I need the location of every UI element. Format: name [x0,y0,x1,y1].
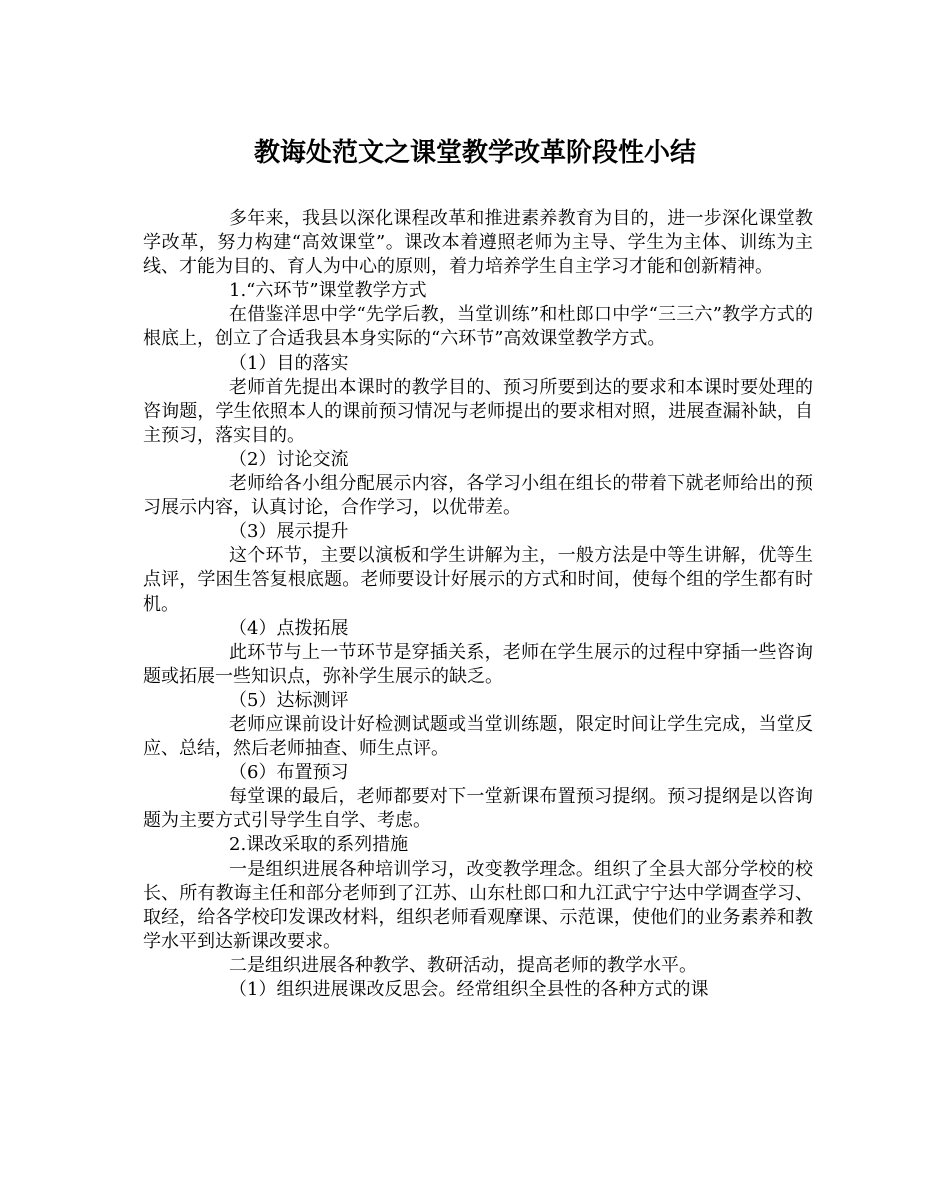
step-heading-4: （4）点拨拓展 [229,617,349,639]
section-heading-1: 1.“六环节”课堂教学方式 [229,280,427,302]
document-title: 教诲处范文之课堂教学改革阶段性小结 [253,138,696,168]
step-heading-6: （6）布置预习 [229,762,349,784]
document-body [143,207,813,1002]
step-1-paragraph: 老师首先提出本课时的教学目的、预习所要到达的要求和本课时要处理的咨询题，学生依照本人的课前预习情况与老师提出的要求相对照，进展查漏补缺，自主预习，落实目的。 [143,376,813,446]
section-heading-2: 2.课改采取的系列措施 [229,834,409,856]
step-5-paragraph: 老师应课前设计好检测试题或当堂训练题，限定时间让学生完成，当堂反应、总结，然后老师抽查、师生点评。 [143,713,813,760]
step-3-paragraph: 这个环节，主要以演板和学生讲解为主，一般方法是中等生讲解，优等生点评，学困生答复根底题。老师要设计好展示的方式和时间，使每个组的学生都有时机。 [143,545,813,615]
step-heading-5: （5）达标测评 [229,689,349,711]
measure-1-paragraph: 一是组织进展各种培训学习，改变教学理念。组织了全县大部分学校的校长、所有教诲主任和部分老师到了江苏、山东杜郎口和九江武宁宁达中学调查学习、取经，给各学校印发课改材料，组织老师看观摩课、示范课，使他们的业务素养和教学水平到达新课改要求。 [143,858,813,952]
step-heading-1: （1）目的落实 [229,352,349,374]
step-4-paragraph: 此环节与上一节环节是穿插关系，老师在学生展示的过程中穿插一些咨询题或拓展一些知识点，弥补学生展示的缺乏。 [143,641,813,687]
step-2-paragraph: 老师给各小组分配展示内容，各学习小组在组长的带着下就老师给出的预习展示内容，认真讨论，合作学习，以优带差。 [143,473,813,519]
step-heading-2: （2）讨论交流 [229,448,349,470]
step-6-paragraph: 每堂课的最后，老师都要对下一堂新课布置预习提纲。预习提纲是以咨询题为主要方式引导学生自学、考虑。 [143,786,813,832]
measure-2-item-1: （1）组织进展课改反思会。经常组织全县性的各种方式的课 [229,979,709,1000]
intro-paragraph: 多年来，我县以深化课程改革和推进素养教育为目的，进一步深化课堂教学改革，努力构建“高效课堂”。课改本着遵照老师为主导、学生为主体、训练为主线、才能为目的、育人为中心的原则，着力培养学生自主学习才能和创新精神。 [143,208,813,278]
section-1-paragraph: 在借鉴洋思中学“先学后教，当堂训练”和杜郎口中学“三三六”教学方式的根底上，创立了合适我县本身实际的“六环节”高效课堂教学方式。 [143,304,813,350]
measure-2-paragraph: 二是组织进展各种教学、教研活动，提高老师的教学水平。 [229,954,697,976]
step-heading-3: （3）展示提升 [229,521,349,543]
